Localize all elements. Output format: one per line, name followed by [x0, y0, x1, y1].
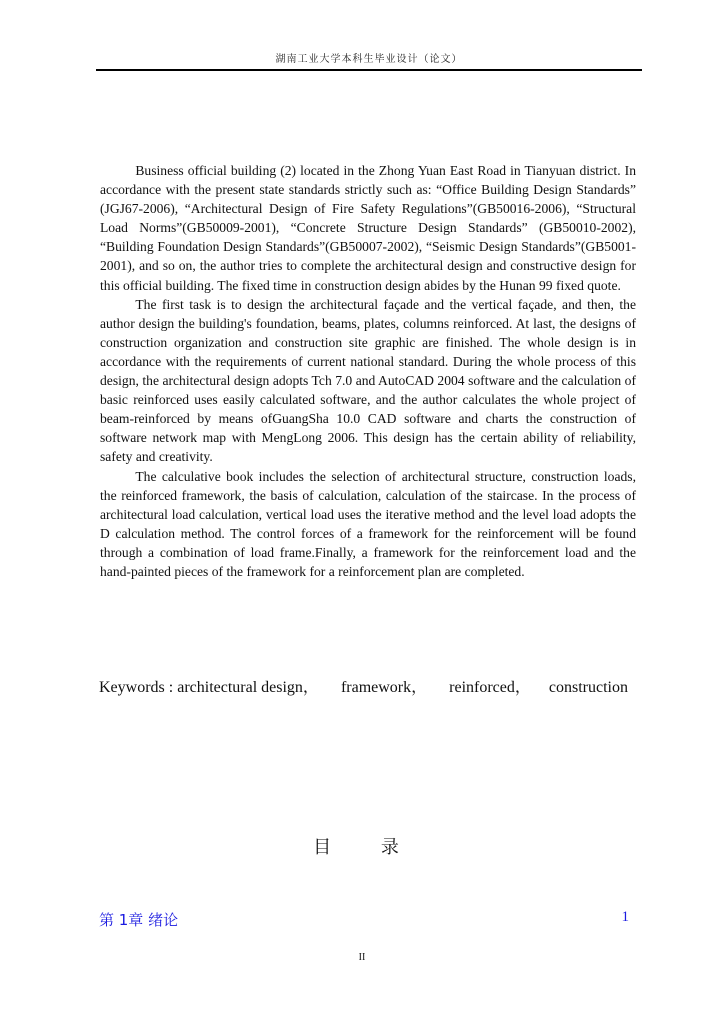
abstract-body — [100, 161, 636, 581]
keywords-label: Keywords : architectural design， — [99, 679, 319, 696]
abstract-paragraph-2: The first task is to design the architectural façade and the vertical façade, and then, the author design the building's foundation, beams, plates, columns reinforced. At last, the designs of construction organization and construction site graphic are finished. The whole design is in accordance with the requirements of current national standard. During the whole process of this design, the architectural design adopts Tch 7.0 and AutoCAD 2004 software and the calculation of basic reinforced uses easily calculated software, and the author calculates the whole project of beam-reinforced by means ofGuangSha 10.0 CAD software and charts the construction of software network map with MengLong 2006. This design has the certain ability of reliability, safety and creativity. — [100, 296, 636, 465]
abstract-paragraph-3: The calculative book includes the selection of architectural structure, construction loads, the reinforced framework, the basis of calculation, calculation of the staircase. In the process of architectural load calculation, vertical load uses the iterative method and the level load adopts the D calculation method. The control forces of a framework for the reinforcement will be found through a combination of load frame.Finally, a framework for the reinforcement load and the hand-painted pieces of the framework for a reinforcement plan are completed. — [100, 468, 636, 579]
toc-entry-label[interactable]: 第 1章 绪论 — [99, 911, 179, 929]
toc-title: 目 录 — [313, 837, 421, 858]
keyword-item: framework， — [340, 679, 428, 696]
keyword-item: reinforced， — [449, 679, 531, 696]
keywords-line — [99, 674, 639, 697]
header-rule — [96, 69, 642, 71]
toc-entry-chapter-1[interactable] — [99, 909, 629, 930]
running-header: 湖南工业大学本科生毕业设计（论文） — [275, 54, 463, 65]
abstract-paragraph-1: Business official building (2) located in the Zhong Yuan East Road in Tianyuan district. In accordance with the present state standards strictly such as: “Office Building Design Standards” (JGJ67-2006), “Architectural Design of Fire Safety Regulations”(GB50016-2006), “Structural Load Norms”(GB50009-2001), “Concrete Structure Design Standards” (GB50010-2002), “Building Foundation Design Standards”(GB50007-2002), “Seismic Design Standards”(GB5001-2001), and so on, the author tries to complete the architectural design and constructive design for this official building. The fixed time in construction design abides by the Hunan 99 fixed quote. — [100, 163, 636, 293]
page-number: II — [358, 952, 366, 963]
keyword-item: construction — [548, 679, 628, 696]
toc-entry-page[interactable]: 1 — [621, 909, 629, 925]
